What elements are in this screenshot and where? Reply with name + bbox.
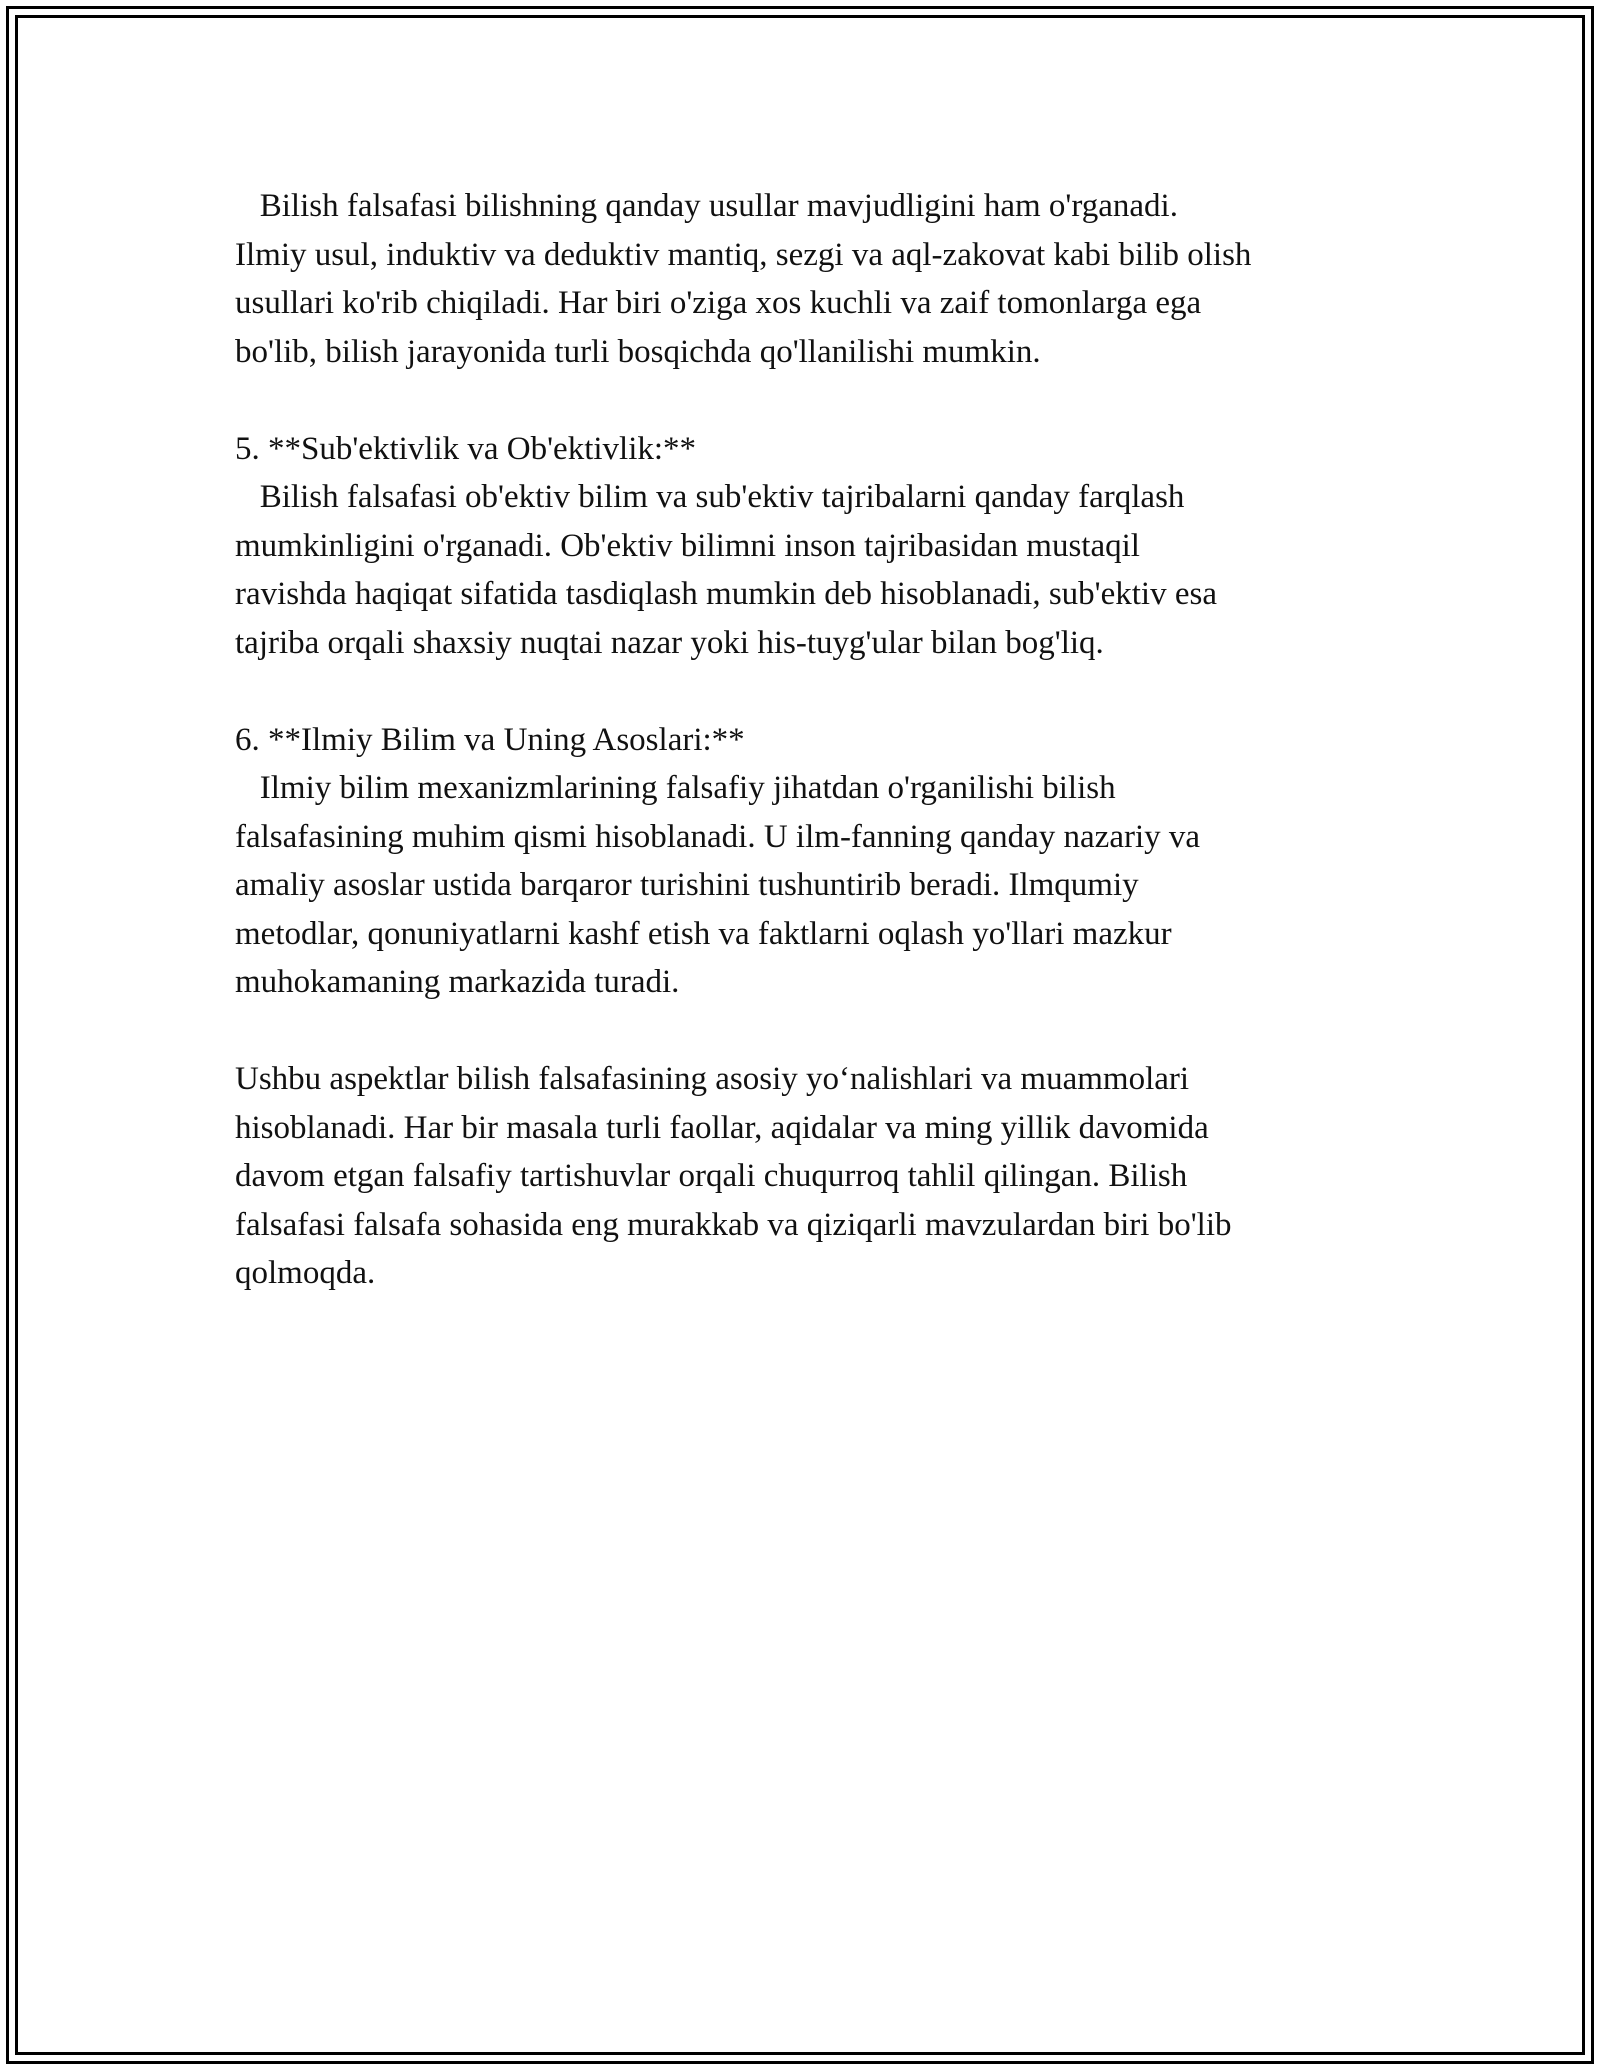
text-line: falsafasi falsafa sohasida eng murakkab va qiziqarli mavzulardan biri bo'lib [235,1206,1232,1243]
paragraph-intro-methods [235,182,1395,376]
paragraph-gap [235,1007,1395,1056]
text-line: muhokamaning markazida turadi. [235,964,680,1000]
text-line: Ilmiy bilim mexanizmlarining falsafiy jihatdan o'rganilishi bilish [235,770,1116,806]
section-heading: 5. **Sub'ektivlik va Ob'ektivlik:** [235,430,697,467]
paragraph-gap [235,667,1395,716]
text-line: Bilish falsafasi ob'ektiv bilim va sub'ektiv tajribalarni qanday farqlash [235,479,1185,515]
text-line: falsafasining muhim qismi hisoblanadi. U ilm-fanning qanday nazariy va [235,818,1201,855]
text-line: davom etgan falsafiy tartishuvlar orqali chuqurroq tahlil qilingan. Bilish [235,1158,1188,1194]
text-line: hisoblanadi. Har bir masala turli faollar, aqidalar va ming yillik davomida [235,1109,1209,1146]
section-6 [235,716,1395,1007]
text-line: amaliy asoslar ustida barqaror turishini tushuntirib beradi. Ilmqumiy [235,867,1139,903]
text-line: metodlar, qonuniyatlarni kashf etish va faktlarni oqlash yo'llari mazkur [235,915,1172,952]
document-body [235,182,1395,1298]
text-line: usullari ko'rib chiqiladi. Har biri o'ziga xos kuchli va zaif tomonlarga ega [235,285,1202,321]
text-line: Bilish falsafasi bilishning qanday usullar mavjudligini ham o'rganadi. [235,188,1178,224]
paragraph-conclusion [235,1055,1395,1298]
text-line: Ushbu aspektlar bilish falsafasining asosiy yo‘nalishlari va muammolari [235,1061,1190,1097]
section-heading: 6. **Ilmiy Bilim va Uning Asoslari:** [235,721,745,758]
paragraph-gap [235,376,1395,425]
text-line: mumkinligini o'rganadi. Ob'ektiv bilimni inson tajribasidan mustaqil [235,527,1140,564]
text-line: bo'lib, bilish jarayonida turli bosqichda qo'llanilishi mumkin. [235,333,1041,370]
section-5 [235,425,1395,668]
text-line: qolmoqda. [235,1255,376,1291]
text-line: ravishda haqiqat sifatida tasdiqlash mumkin deb hisoblanadi, sub'ektiv esa [235,576,1217,612]
text-line: tajriba orqali shaxsiy nuqtai nazar yoki his-tuyg'ular bilan bog'liq. [235,624,1104,661]
text-line: Ilmiy usul, induktiv va deduktiv mantiq, sezgi va aql-zakovat kabi bilib olish [235,236,1252,273]
